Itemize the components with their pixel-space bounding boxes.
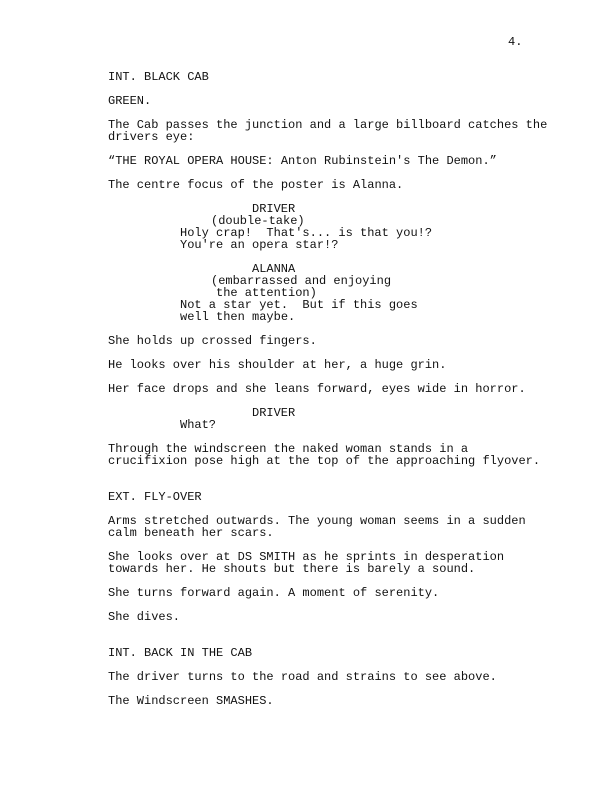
dialogue-line: You're an opera star!? xyxy=(180,238,339,252)
action-line: towards her. He shouts but there is barely a sound. xyxy=(108,562,476,576)
action-line: calm beneath her scars. xyxy=(108,526,274,540)
parenthetical: (embarrassed and enjoying xyxy=(211,274,392,288)
dialogue-line: What? xyxy=(180,418,217,432)
action-line: She holds up crossed fingers. xyxy=(108,334,317,348)
action-line: She turns forward again. A moment of serenity. xyxy=(108,586,440,600)
action-line: Through the windscreen the naked woman stands in a xyxy=(108,442,469,456)
character-name: ALANNA xyxy=(252,262,296,276)
dialogue-line: well then maybe. xyxy=(180,310,296,324)
action-line: crucifixion pose high at the top of the approaching flyover. xyxy=(108,454,541,468)
action-line: Her face drops and she leans forward, eyes wide in horror. xyxy=(108,382,526,396)
action-line: “THE ROYAL OPERA HOUSE: Anton Rubinstein's The Demon.” xyxy=(108,154,497,168)
scene-heading: EXT. FLY-OVER xyxy=(108,490,202,504)
page-number: 4. xyxy=(508,35,523,49)
action-line: Arms stretched outwards. The young woman seems in a sudden xyxy=(108,514,526,528)
character-name: DRIVER xyxy=(252,406,296,420)
dialogue-line: Holy crap! That's... is that you!? xyxy=(180,226,433,240)
scene-heading: INT. BLACK CAB xyxy=(108,70,209,84)
parenthetical: the attention) xyxy=(216,286,317,300)
action-line: She dives. xyxy=(108,610,181,624)
action-line: The driver turns to the road and strains to see above. xyxy=(108,670,497,684)
action-line: GREEN. xyxy=(108,94,152,108)
action-line: The centre focus of the poster is Alanna. xyxy=(108,178,404,192)
action-line: The Windscreen SMASHES. xyxy=(108,694,274,708)
dialogue-line: Not a star yet. But if this goes xyxy=(180,298,418,312)
action-line: He looks over his shoulder at her, a huge grin. xyxy=(108,358,447,372)
character-name: DRIVER xyxy=(252,202,296,216)
action-line: The Cab passes the junction and a large billboard catches the xyxy=(108,118,548,132)
action-line: drivers eye: xyxy=(108,130,195,144)
action-line: She looks over at DS SMITH as he sprints in desperation xyxy=(108,550,505,564)
scene-heading: INT. BACK IN THE CAB xyxy=(108,646,253,660)
parenthetical: (double-take) xyxy=(211,214,305,228)
